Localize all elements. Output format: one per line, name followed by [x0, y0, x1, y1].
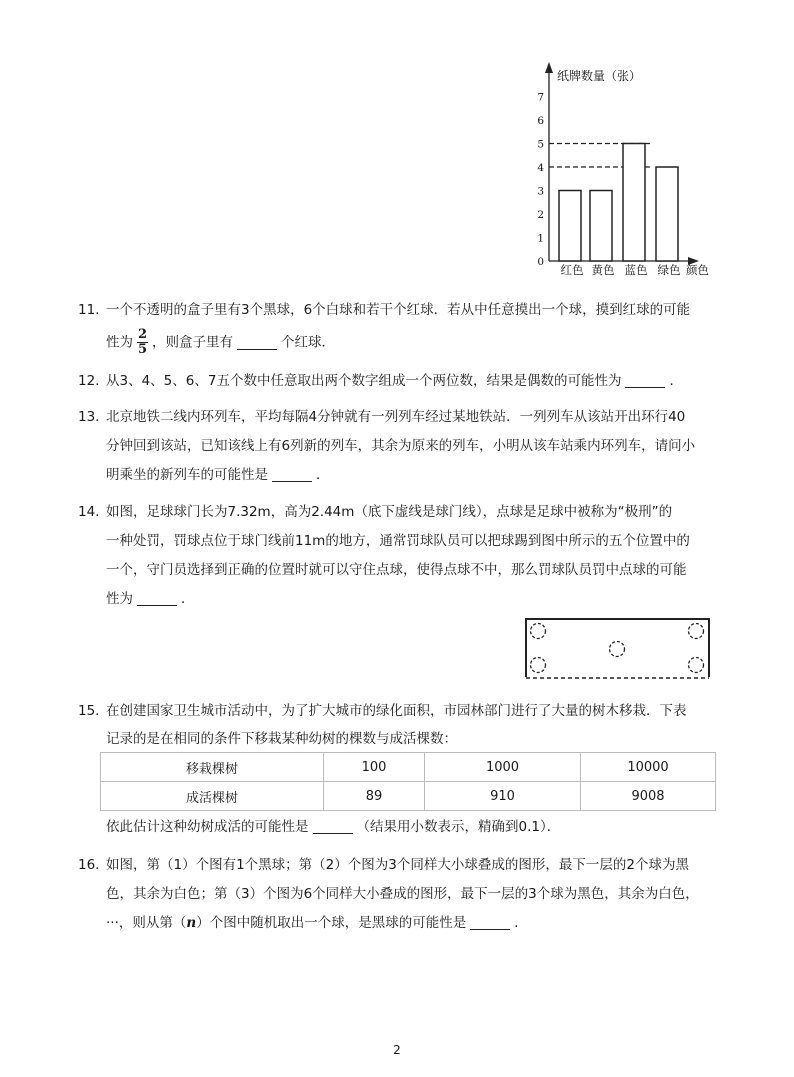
bar-1: [559, 191, 581, 262]
table-cell: 9008: [581, 782, 716, 811]
y-tick-label: 3: [537, 185, 544, 198]
x-tick-label: 红色: [560, 263, 584, 277]
target-top-right: [689, 624, 704, 639]
question-number: 16.: [78, 857, 100, 873]
answer-blank[interactable]: [237, 335, 277, 350]
question-text-line: [106, 813, 560, 842]
text-fragment: （结果用小数表示，精确到0.1）．: [356, 819, 561, 835]
question-text-line: 分钟回到该站，已知该线上有6列新的列车，其余为原来的列车，小明从该车站乘内环列车，请问小: [106, 438, 696, 454]
question-text-line: 一种处罚，罚球点位于球门线前11m的地方，通常罚球队员可以把球踢到图中所示的五个位置中的: [106, 533, 690, 549]
text-fragment: ．: [316, 467, 330, 483]
text-fragment: ．: [669, 373, 683, 389]
question-text-line: [106, 367, 683, 396]
fraction: [137, 328, 148, 357]
question-text-line: 在创建国家卫生城市活动中，为了扩大城市的绿化面积，市园林部门进行了大量的树木移栽．下表: [106, 703, 687, 719]
table-cell: 移栽棵树: [101, 753, 324, 782]
question-text-line: 一个，守门员选择到正确的位置时就可以守住点球，使得点球不中，那么罚球队员罚中点球的可能: [106, 562, 687, 578]
target-top-left: [531, 624, 546, 639]
text-fragment: 性为: [106, 591, 133, 607]
bar-3: [623, 144, 645, 262]
table-cell: 910: [425, 782, 581, 811]
transplant-table: [100, 752, 716, 811]
y-axis-arrow: [545, 62, 553, 73]
fraction-denominator: 5: [138, 342, 148, 357]
text-fragment: ．: [514, 915, 528, 931]
answer-blank[interactable]: [470, 915, 510, 930]
text-fragment: ···，则从第（: [106, 915, 187, 931]
answer-blank[interactable]: [625, 373, 665, 388]
question-text-line: [106, 328, 335, 358]
table-row: [101, 782, 716, 811]
question-text-line: 如图，足球球门长为7.32m，高为2.44m（底下虚线是球门线），点球是足球中被称为“极刑”的: [106, 504, 673, 520]
question-number: 14.: [78, 504, 100, 520]
text-fragment: 从3、4、5、6、7五个数中任意取出两个数字组成一个两位数，结果是偶数的可能性为: [106, 373, 622, 389]
question-text-line: 色，其余为白色；第（3）个图为6个同样大小叠成的图形，最下一层的3个球为黑色，其余为白色，: [106, 886, 699, 902]
question-text-line: 如图，第（1）个图有1个黑球；第（2）个图为3个同样大小球叠成的图形，最下一层的2个球为黑: [106, 857, 689, 873]
variable-n: n: [186, 915, 197, 931]
answer-blank[interactable]: [272, 467, 312, 482]
target-bottom-left: [531, 658, 546, 673]
text-fragment: ．: [181, 591, 195, 607]
x-axis-label: 颜色: [686, 263, 709, 277]
text-fragment: 依此估计这种幼树成活的可能性是: [106, 819, 309, 835]
x-tick-label: 绿色: [657, 263, 681, 277]
goal-diagram: [524, 617, 712, 681]
bar-4: [656, 167, 678, 261]
text-fragment: ）个图中随机取出一个球，是黑球的可能性是: [196, 915, 467, 931]
text-fragment: 明乘坐的新列车的可能性是: [106, 467, 268, 483]
y-tick-label: 0: [537, 256, 544, 268]
page-number: 2: [393, 1043, 401, 1057]
target-bottom-right: [689, 658, 704, 673]
question-text-line: 一个不透明的盒子里有3个黑球，6个白球和若干个红球．若从中任意摸出一个球，摸到红球的可能: [106, 302, 691, 318]
bar-chart: [520, 55, 720, 285]
answer-blank[interactable]: [137, 591, 177, 606]
y-tick-label: 1: [537, 232, 544, 245]
question-text-line: [106, 585, 195, 614]
table-cell: 成活棵树: [101, 782, 324, 811]
question-number: 15.: [78, 703, 100, 719]
question-number: 11.: [78, 302, 100, 318]
text-fragment: 个红球．: [281, 334, 336, 351]
x-tick-label: 蓝色: [624, 263, 648, 277]
y-tick-label: 5: [537, 138, 544, 151]
text-fragment: 性为: [106, 334, 133, 351]
text-fragment: ，则盒子里有: [152, 334, 234, 351]
table-cell: 10000: [581, 753, 716, 782]
y-tick-label: 6: [537, 115, 544, 127]
y-tick-label: 4: [537, 162, 544, 174]
answer-blank[interactable]: [313, 819, 353, 834]
table-cell: 1000: [425, 753, 581, 782]
table-cell: 100: [324, 753, 425, 782]
goal-frame: [526, 619, 709, 677]
question-text-line: 北京地铁二线内环列车，平均每隔4分钟就有一列列车经过某地铁站．一列列车从该站开出环行40: [106, 409, 686, 425]
y-tick-label: 7: [537, 91, 544, 104]
question-number: 13.: [78, 409, 100, 425]
bar-2: [590, 191, 612, 262]
question-text-line: [106, 461, 330, 490]
y-tick-label: 2: [537, 209, 544, 221]
fraction-numerator: 2: [138, 327, 148, 342]
y-axis-label: 纸牌数量（张）: [557, 69, 642, 83]
question-text-line: 记录的是在相同的条件下移栽某种幼树的棵数与成活棵数：: [106, 731, 457, 747]
table-row: [101, 753, 716, 782]
table-cell: 89: [324, 782, 425, 811]
x-tick-label: 黄色: [591, 263, 615, 277]
target-center: [610, 642, 625, 657]
question-text-line: [106, 909, 528, 938]
question-number: 12.: [78, 373, 100, 389]
